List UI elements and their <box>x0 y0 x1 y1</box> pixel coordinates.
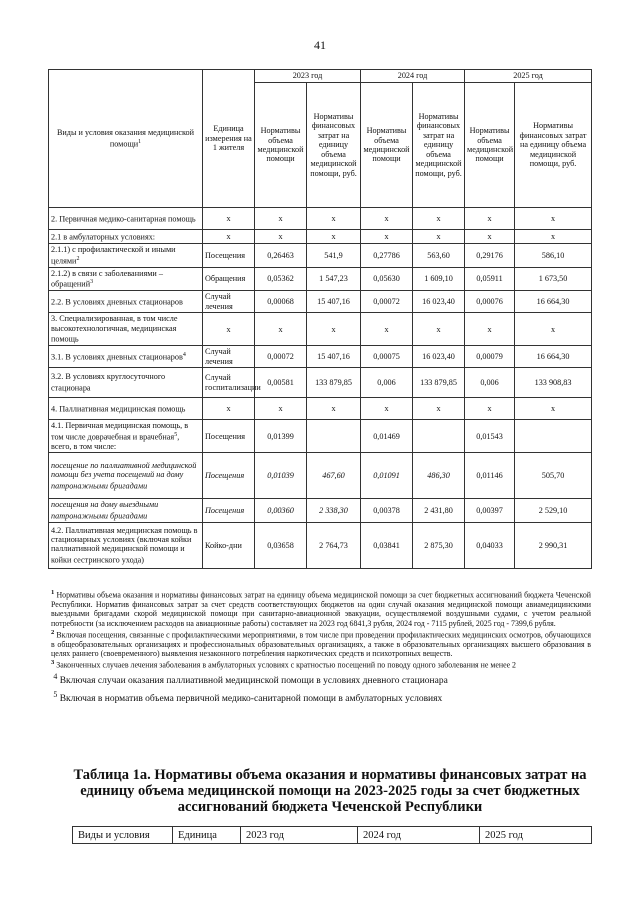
cell-f24: 133 879,85 <box>413 368 465 398</box>
header-fin-2023: Нормативы финансовых затрат на единицу объема медицинской помощи, руб. <box>307 83 361 208</box>
cell-v23: х <box>255 313 307 346</box>
cell-v25: 0,04033 <box>465 522 515 568</box>
cell-v25: 0,006 <box>465 368 515 398</box>
row-name: 4.1. Первичная медицинская помощь, в том числе доврачебная и врачебная$^5$, всего, в том числе: <box>49 420 203 453</box>
header-year-2023: 2023 год <box>255 70 361 83</box>
table-row <box>49 244 592 268</box>
cell-f23: 15 407,16 <box>307 346 361 368</box>
footnote-1: $^1$ Нормативы объема оказания и нормативы финансовых затрат на единицу объема медицинской помощи за счет бюджетных ассигнований бюджета Чеченской Республики. Норматив финансовых затрат за счет средств соответствующих бюджетов на один случай оказания медицинской помощи авиамедицинскими выездными бригадами скорой медицинской помощи при санитарно-авиационной эвакуации, осуществляемой воздушными судами, с учетом реальной потребности (за исключением расходов на авиационные работы) составляет на 2023 год 6841,3 рубля, 2024 год - 7115 рублей, 2025 год - 7399,6 рубля. <box>51 589 591 628</box>
cell-f23: 467,60 <box>307 453 361 499</box>
table-row <box>49 420 592 453</box>
table-1a-header-row <box>73 827 592 844</box>
cell-v23: х <box>255 230 307 244</box>
cell-v24: х <box>361 313 413 346</box>
cell-f24: 563,60 <box>413 244 465 268</box>
header-unit: Единица измерения на 1 жителя <box>203 70 255 208</box>
footnote-5: $^5$ Включая в норматив объема первичной медико-санитарной помощи в амбулаторных условиях <box>53 690 443 705</box>
cell-v23: 0,00360 <box>255 499 307 523</box>
footnote-4: $^4$ Включая случаи оказания паллиативной медицинской помощи в условиях дневного стационара <box>53 672 448 687</box>
table-row <box>49 453 592 499</box>
header-year-2025: 2025 год <box>465 70 592 83</box>
row-unit: х <box>203 208 255 230</box>
row-name: 2.1.2) в связи с заболеваниями – обращений$^3$ <box>49 267 203 291</box>
cell-f24: 486,30 <box>413 453 465 499</box>
cell-f25: 16 664,30 <box>515 346 592 368</box>
cell-f23: 15 407,16 <box>307 291 361 313</box>
table-row <box>49 522 592 568</box>
cell-f23: 1 547,23 <box>307 267 361 291</box>
cell-v24: 0,00075 <box>361 346 413 368</box>
cell-f23: х <box>307 398 361 420</box>
cell-f25: х <box>515 208 592 230</box>
row-unit: Посещения <box>203 499 255 523</box>
cell-f24: 2 875,30 <box>413 522 465 568</box>
table-row <box>49 313 592 346</box>
header-fin-2024: Нормативы финансовых затрат на единицу объема медицинской помощи, руб. <box>413 83 465 208</box>
cell-v23: 0,00581 <box>255 368 307 398</box>
header-row-years <box>49 70 592 83</box>
t2-col-2024: 2024 год <box>358 827 480 844</box>
cell-f25: х <box>515 313 592 346</box>
header-vol-2025: Нормативы объема медицинской помощи <box>465 83 515 208</box>
cell-v24: 0,01091 <box>361 453 413 499</box>
cell-f24: 16 023,40 <box>413 291 465 313</box>
row-unit: х <box>203 230 255 244</box>
header-year-2024: 2024 год <box>361 70 465 83</box>
t2-col-2025: 2025 год <box>480 827 592 844</box>
cell-f23: 2 338,30 <box>307 499 361 523</box>
cell-v23: 0,26463 <box>255 244 307 268</box>
cell-v25: х <box>465 313 515 346</box>
cell-v24: 0,27786 <box>361 244 413 268</box>
table-1a-title: Таблица 1а. Нормативы объема оказания и нормативы финансовых затрат на единицу объема медицинской помощи на 2023-2025 годы за счет бюджетных ассигнований бюджета Чеченской Республики <box>73 767 587 815</box>
row-unit: Посещения <box>203 420 255 453</box>
row-unit: Койко-дни <box>203 522 255 568</box>
cell-v24: 0,03841 <box>361 522 413 568</box>
cell-v25: 0,05911 <box>465 267 515 291</box>
row-name: 2.1 в амбулаторных условиях: <box>49 230 203 244</box>
cell-v24: 0,05630 <box>361 267 413 291</box>
row-unit: Посещения <box>203 453 255 499</box>
cell-v24: 0,01469 <box>361 420 413 453</box>
cell-f25: 2 990,31 <box>515 522 592 568</box>
table-row <box>49 499 592 523</box>
cell-v25: 0,00076 <box>465 291 515 313</box>
cell-v24: х <box>361 398 413 420</box>
table-row <box>49 291 592 313</box>
row-name: 2.2. В условиях дневных стационаров <box>49 291 203 313</box>
cell-v25: х <box>465 398 515 420</box>
cell-v25: 0,29176 <box>465 244 515 268</box>
cell-f23: х <box>307 208 361 230</box>
cell-v24: х <box>361 230 413 244</box>
cell-f25: х <box>515 230 592 244</box>
cell-f23 <box>307 420 361 453</box>
row-name: 3.2. В условиях круглосуточного стационара <box>49 368 203 398</box>
t2-col-unit: Единица <box>173 827 241 844</box>
cell-f25 <box>515 420 592 453</box>
cell-f24: 2 431,80 <box>413 499 465 523</box>
row-unit: Обращения <box>203 267 255 291</box>
page-number: 41 <box>314 38 326 52</box>
t2-col-2023: 2023 год <box>241 827 358 844</box>
cell-f23: 133 879,85 <box>307 368 361 398</box>
row-unit: Случай лечения <box>203 346 255 368</box>
cell-f24: 1 609,10 <box>413 267 465 291</box>
row-name: 2. Первичная медико-санитарная помощь <box>49 208 203 230</box>
cell-v23: 0,05362 <box>255 267 307 291</box>
cell-v23: 0,03658 <box>255 522 307 568</box>
cell-f25: 133 908,83 <box>515 368 592 398</box>
cell-f24: х <box>413 398 465 420</box>
row-name: 3.1. В условиях дневных стационаров$^4$ <box>49 346 203 368</box>
cell-f24: х <box>413 230 465 244</box>
cell-v24: 0,006 <box>361 368 413 398</box>
cell-f25: 2 529,10 <box>515 499 592 523</box>
cell-v25: 0,00397 <box>465 499 515 523</box>
table-row <box>49 346 592 368</box>
row-unit: Случай госпитализации <box>203 368 255 398</box>
footnotes <box>51 588 591 707</box>
row-name: 4. Паллиативная медицинская помощь <box>49 398 203 420</box>
row-unit: х <box>203 313 255 346</box>
cell-f25: 1 673,50 <box>515 267 592 291</box>
cell-v25: х <box>465 208 515 230</box>
t2-col-kind: Виды и условия <box>73 827 173 844</box>
cell-f23: х <box>307 313 361 346</box>
row-name: посещения на дому выездными патронажными бригадами <box>49 499 203 523</box>
row-unit: х <box>203 398 255 420</box>
footnote-3: $^3$ Законченных случаев лечения заболевания в амбулаторных условиях с кратностью посещений по поводу одного заболевания не менее 2 <box>51 659 517 670</box>
cell-v25: 0,01146 <box>465 453 515 499</box>
cell-f25: 586,10 <box>515 244 592 268</box>
cell-v23: х <box>255 398 307 420</box>
cell-v24: х <box>361 208 413 230</box>
norms-table <box>48 69 592 569</box>
cell-f24: х <box>413 208 465 230</box>
row-name: 3. Специализированная, в том числе высокотехнологичная, медицинская помощь <box>49 313 203 346</box>
cell-f24: 16 023,40 <box>413 346 465 368</box>
cell-f23: х <box>307 230 361 244</box>
cell-v24: 0,00378 <box>361 499 413 523</box>
cell-v24: 0,00072 <box>361 291 413 313</box>
cell-f25: 505,70 <box>515 453 592 499</box>
header-kind: Виды и условия оказания медицинской помощи$^1$ <box>49 70 203 208</box>
cell-f24: х <box>413 313 465 346</box>
header-vol-2023: Нормативы объема медицинской помощи <box>255 83 307 208</box>
cell-v25: 0,01543 <box>465 420 515 453</box>
row-name: посещение по паллиативной медицинской помощи без учета посещений на дому патронажными бригадами <box>49 453 203 499</box>
footnote-2: $^2$ Включая посещения, связанные с профилактическими мероприятиями, в том числе при проведении профилактических медицинских осмотров, обучающихся в общеобразовательных организациях и профессиональных образовательных организациях, а также в образовательных организациях высшего образования в целях раннего (своевременного) выявления незаконного потребления наркотических средств и психотропных веществ. <box>51 628 591 659</box>
table-row <box>49 230 592 244</box>
table-row <box>49 267 592 291</box>
cell-v23: 0,00072 <box>255 346 307 368</box>
row-name: 2.1.1) с профилактической и иными целями$^2$ <box>49 244 203 268</box>
cell-v23: 0,01399 <box>255 420 307 453</box>
row-name: 4.2. Паллиативная медицинская помощь в стационарных условиях (включая койки паллиативной медицинской помощи и койки сестринского ухода) <box>49 522 203 568</box>
cell-f25: х <box>515 398 592 420</box>
cell-v23: х <box>255 208 307 230</box>
header-fin-2025: Нормативы финансовых затрат на единицу объема медицинской помощи, руб. <box>515 83 592 208</box>
table-row <box>49 398 592 420</box>
cell-f23: 2 764,73 <box>307 522 361 568</box>
cell-v25: 0,00079 <box>465 346 515 368</box>
cell-v23: 0,00068 <box>255 291 307 313</box>
cell-v25: х <box>465 230 515 244</box>
table-row <box>49 368 592 398</box>
row-unit: Случай лечения <box>203 291 255 313</box>
table-row <box>49 208 592 230</box>
table-1a <box>72 826 592 844</box>
header-vol-2024: Нормативы объема медицинской помощи <box>361 83 413 208</box>
cell-v23: 0,01039 <box>255 453 307 499</box>
cell-f24 <box>413 420 465 453</box>
cell-f25: 16 664,30 <box>515 291 592 313</box>
row-unit: Посещения <box>203 244 255 268</box>
cell-f23: 541,9 <box>307 244 361 268</box>
